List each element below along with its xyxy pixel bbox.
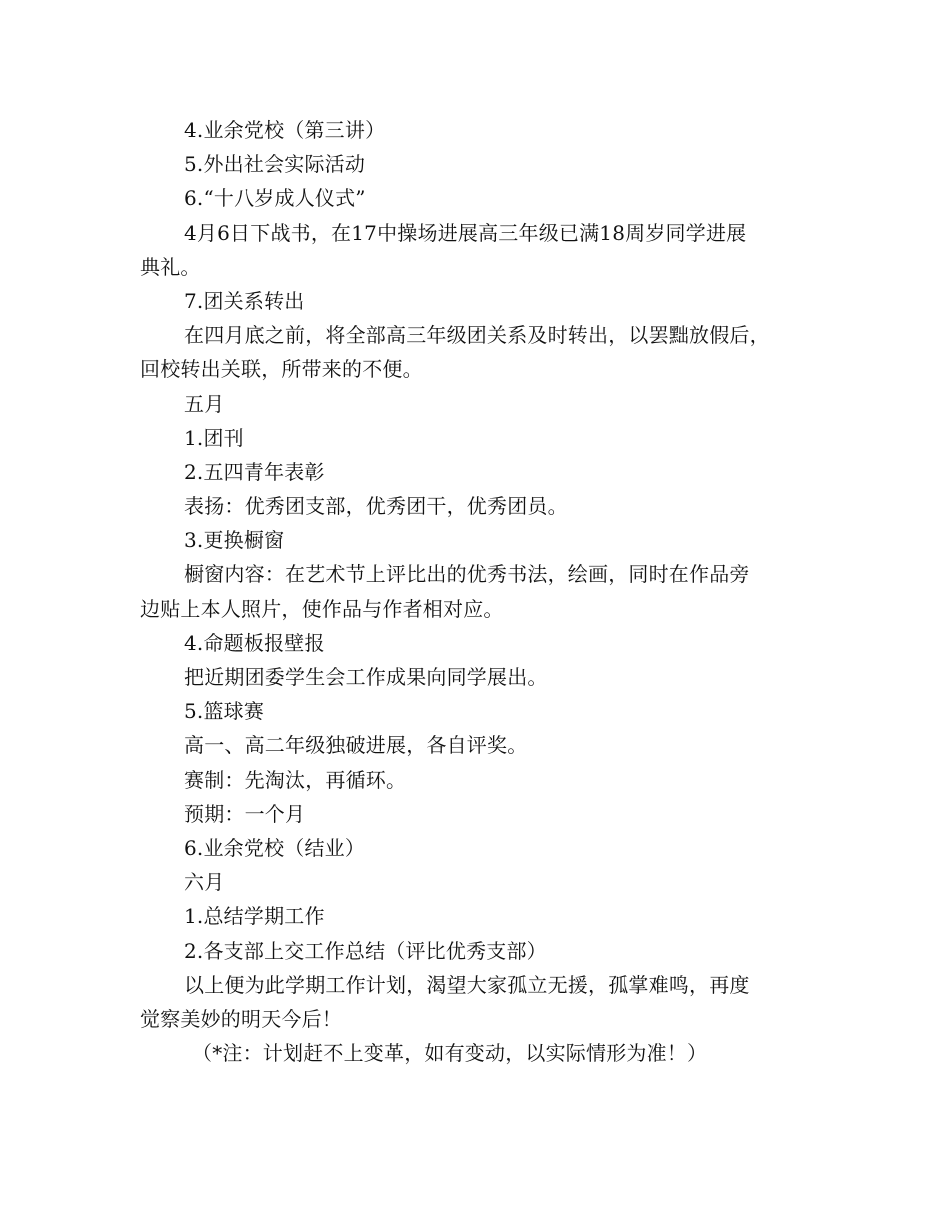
section-heading: 六月 bbox=[184, 870, 225, 895]
text-line: 1.团刊 bbox=[184, 425, 244, 450]
document-body bbox=[140, 113, 812, 1070]
text-line: 2.各支部上交工作总结（评比优秀支部） bbox=[184, 938, 547, 963]
text-line: 5.篮球赛 bbox=[184, 699, 265, 724]
text-line: 高一、高二年级独破进展，各自评奖。 bbox=[184, 733, 528, 758]
text-line: 1.总结学期工作 bbox=[184, 904, 325, 929]
text-line: 回校转出关联，所带来的不便。 bbox=[140, 357, 423, 382]
text-line: 5.外出社会实际活动 bbox=[184, 152, 366, 177]
text-line: 典礼。 bbox=[140, 254, 201, 279]
text-line: 4.命题板报壁报 bbox=[184, 630, 325, 655]
text-line: 边贴上本人照片，使作品与作者相对应。 bbox=[140, 596, 504, 621]
text-line: 在四月底之前，将全部高三年级团关系及时转出，以罢黜放假后， bbox=[184, 323, 770, 348]
text-line: 预期：一个月 bbox=[184, 801, 306, 826]
text-line: 3.更换橱窗 bbox=[184, 528, 285, 553]
text-line: 7.团关系转出 bbox=[184, 288, 305, 313]
section-heading: 五月 bbox=[184, 391, 225, 416]
text-line: 把近期团委学生会工作成果向同学展出。 bbox=[184, 665, 548, 689]
note-line: （*注：计划赶不上变革，如有变动，以实际情形为准！） bbox=[192, 1041, 708, 1066]
text-line: 橱窗内容：在艺术节上评比出的优秀书法，绘画，同时在作品旁 bbox=[184, 562, 750, 587]
text-line: 觉察美妙的明天今后！ bbox=[140, 1006, 342, 1031]
text-line: 6.“十八岁成人仪式” bbox=[184, 186, 366, 211]
text-line: 2.五四青年表彰 bbox=[184, 459, 325, 484]
text-line: 4.业余党校（第三讲） bbox=[184, 118, 386, 142]
text-line: 6.业余党校（结业） bbox=[184, 835, 366, 860]
text-line: 表扬：优秀团支部，优秀团干，优秀团员。 bbox=[184, 494, 568, 519]
text-line: 以上便为此学期工作计划，渴望大家孤立无援，孤掌难鸣，再度 bbox=[184, 972, 750, 997]
text-line: 赛制：先淘汰，再循环。 bbox=[184, 767, 407, 792]
text-line: 4月6日下战书，在17中操场进展高三年级已满18周岁同学进展 bbox=[184, 220, 747, 245]
